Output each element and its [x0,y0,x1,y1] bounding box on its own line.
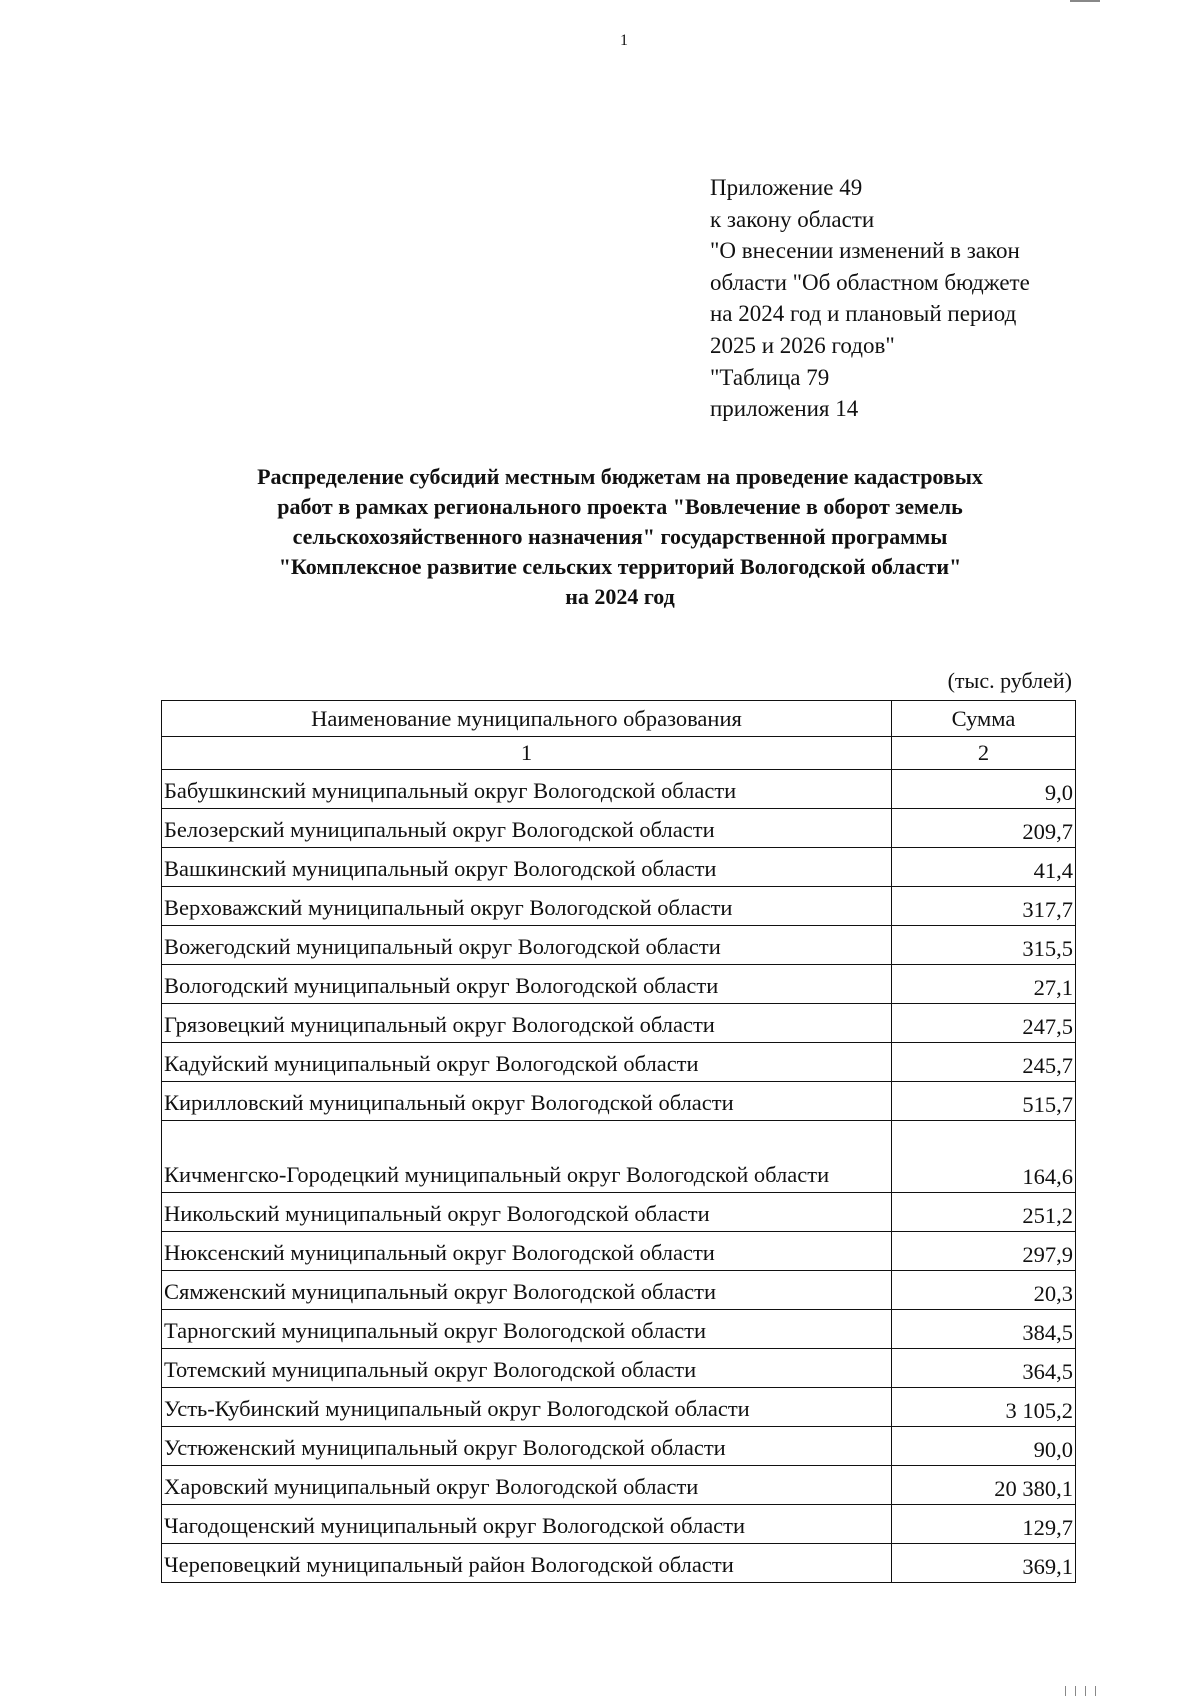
table-row [162,1193,1076,1232]
table-row [162,1544,1076,1583]
table-row [162,848,1076,887]
subsidy-sum: 27,1 [892,965,1076,1004]
municipality-name: Вашкинский муниципальный округ Вологодской области [162,848,892,887]
table-row [162,1004,1076,1043]
page-number: 1 [620,32,628,49]
table-row [162,1466,1076,1505]
subsidy-sum: 297,9 [892,1232,1076,1271]
municipality-name: Устюженский муниципальный округ Вологодской области [162,1427,892,1466]
document-title [100,462,1140,612]
subsidy-sum: 247,5 [892,1004,1076,1043]
municipality-name: Верховажский муниципальный округ Вологодской области [162,887,892,926]
appendix-line: Приложение 49 [710,175,863,200]
appendix-reference [710,172,1130,425]
units-label: (тыс. рублей) [947,668,1072,693]
scan-artifact [1065,1686,1066,1696]
table-row [162,965,1076,1004]
appendix-line: "О внесении изменений в закон [710,238,1020,264]
subsidy-sum: 20,3 [892,1271,1076,1310]
subsidy-sum: 384,5 [892,1310,1076,1349]
scan-artifact [1085,1686,1086,1696]
column-number-row [162,737,1076,770]
subsidy-sum: 90,0 [892,1427,1076,1466]
municipality-name: Чагодощенский муниципальный округ Вологодской области [162,1505,892,1544]
table-row [162,1310,1076,1349]
municipality-name: Сямженский муниципальный округ Вологодской области [162,1271,892,1310]
table-row [162,1349,1076,1388]
title-line: сельскохозяйственного назначения" государственной программы [292,524,948,549]
table-header-row [162,701,1076,737]
municipality-name: Череповецкий муниципальный район Вологодской области [162,1544,892,1583]
subsidy-sum: 129,7 [892,1505,1076,1544]
column-number: 2 [892,737,1076,770]
subsidy-table [161,700,1076,1583]
subsidy-sum: 164,6 [892,1121,1076,1193]
header-sum: Сумма [892,701,1076,737]
header-name: Наименование муниципального образования [162,701,892,737]
table-row [162,926,1076,965]
municipality-name: Белозерский муниципальный округ Вологодской области [162,809,892,848]
table-row [162,1121,1076,1193]
municipality-name: Тарногский муниципальный округ Вологодской области [162,1310,892,1349]
appendix-line: "Таблица 79 [710,364,830,390]
subsidy-sum: 209,7 [892,809,1076,848]
subsidy-sum: 20 380,1 [892,1466,1076,1505]
municipality-name: Никольский муниципальный округ Вологодской области [162,1193,892,1232]
title-line: работ в рамках регионального проекта "Вовлечение в оборот земель [277,494,963,519]
table-row [162,770,1076,809]
table-row [162,887,1076,926]
appendix-line: на 2024 год и плановый период [710,301,1017,327]
table-row [162,1232,1076,1271]
municipality-name: Усть-Кубинский муниципальный округ Вологодской области [162,1388,892,1427]
title-line: Распределение субсидий местным бюджетам на проведение кадастровых [257,464,983,489]
municipality-name: Кадуйский муниципальный округ Вологодской области [162,1043,892,1082]
municipality-name: Тотемский муниципальный округ Вологодской области [162,1349,892,1388]
appendix-line: к закону области [710,206,875,232]
municipality-name: Бабушкинский муниципальный округ Вологодской области [162,770,892,809]
subsidy-sum: 251,2 [892,1193,1076,1232]
subsidy-sum: 317,7 [892,887,1076,926]
table-row [162,809,1076,848]
subsidy-sum: 369,1 [892,1544,1076,1583]
column-number: 1 [162,737,892,770]
table-row [162,1043,1076,1082]
municipality-name: Грязовецкий муниципальный округ Вологодской области [162,1004,892,1043]
scan-artifact [1075,1686,1076,1696]
subsidy-sum: 9,0 [892,770,1076,809]
subsidy-sum: 3 105,2 [892,1388,1076,1427]
appendix-line: приложения 14 [710,396,859,422]
municipality-name: Кичменгско-Городецкий муниципальный округ Вологодской области [162,1121,892,1193]
municipality-name: Вожегодский муниципальный округ Вологодской области [162,926,892,965]
subsidy-sum: 315,5 [892,926,1076,965]
table-row [162,1388,1076,1427]
municipality-name: Нюксенский муниципальный округ Вологодской области [162,1232,892,1271]
municipality-name: Харовский муниципальный округ Вологодской области [162,1466,892,1505]
municipality-name: Вологодский муниципальный округ Вологодской области [162,965,892,1004]
municipality-name: Кирилловский муниципальный округ Вологодской области [162,1082,892,1121]
table-row [162,1082,1076,1121]
subsidy-sum: 41,4 [892,848,1076,887]
scan-artifact [1095,1686,1096,1696]
table-row [162,1271,1076,1310]
title-line: "Комплексное развитие сельских территорий Вологодской области" [278,554,962,579]
table-row [162,1427,1076,1466]
appendix-line: области "Об областном бюджете [710,269,1030,295]
scan-artifact [1070,0,1100,2]
appendix-line: 2025 и 2026 годов" [710,332,895,358]
table-row [162,1505,1076,1544]
subsidy-sum: 515,7 [892,1082,1076,1121]
title-line: на 2024 год [565,584,675,609]
subsidy-sum: 245,7 [892,1043,1076,1082]
subsidy-sum: 364,5 [892,1349,1076,1388]
